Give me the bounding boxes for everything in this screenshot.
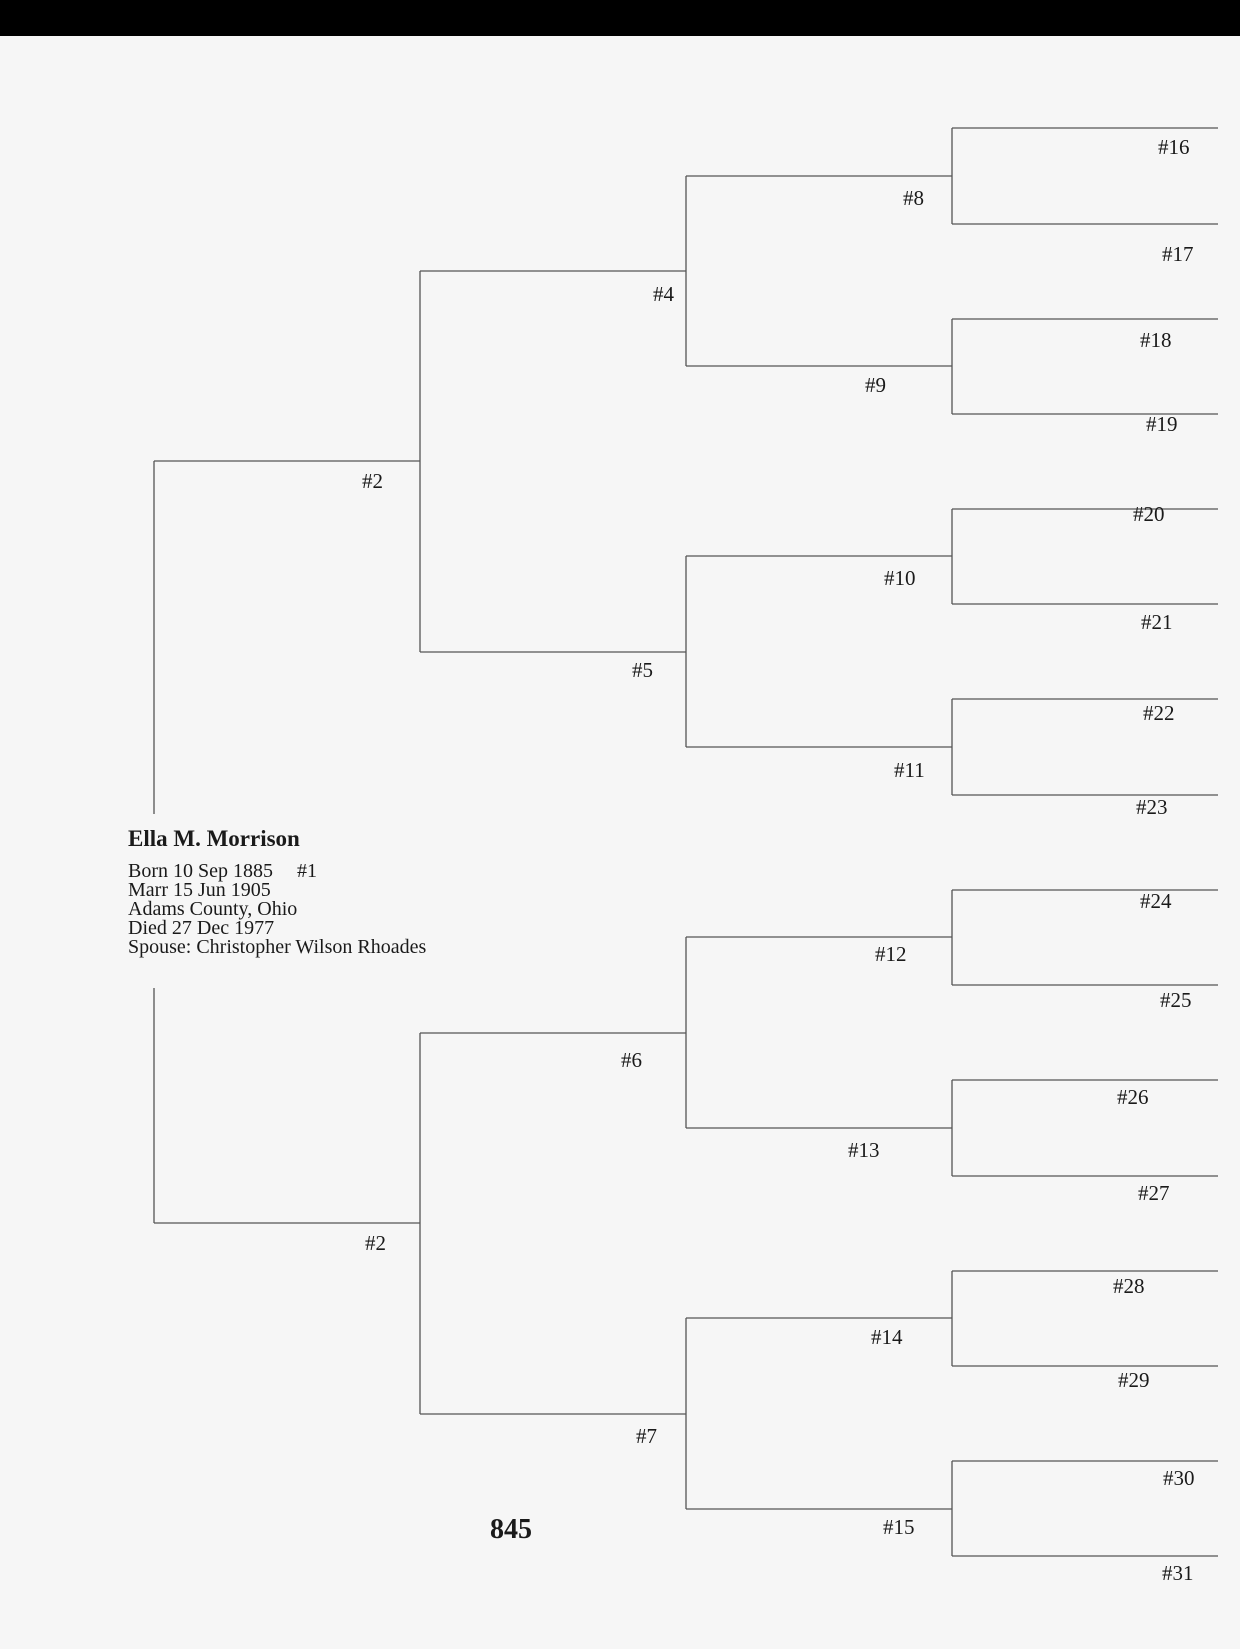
ancestor-label-12: #12	[875, 942, 907, 966]
ancestor-label-16: #16	[1158, 135, 1190, 159]
ancestor-label-2-paternal: #2	[362, 469, 383, 493]
person-marriage: Marr 15 Jun 1905	[128, 879, 271, 901]
ancestor-label-2-maternal: #2	[365, 1231, 386, 1255]
ancestor-label-5: #5	[632, 658, 653, 682]
ancestor-label-22: #22	[1143, 701, 1175, 725]
ancestor-label-24: #24	[1140, 889, 1172, 913]
ancestor-label-26: #26	[1117, 1085, 1149, 1109]
ancestor-label-14: #14	[871, 1325, 903, 1349]
ancestor-label-31: #31	[1162, 1561, 1194, 1585]
person-birth: Born 10 Sep 1885	[128, 860, 273, 882]
ancestor-label-6: #6	[621, 1048, 642, 1072]
ancestor-label-20: #20	[1133, 502, 1165, 526]
person-name: Ella M. Morrison	[128, 826, 300, 851]
ancestor-label-25: #25	[1160, 988, 1192, 1012]
ancestor-label-30: #30	[1163, 1466, 1195, 1490]
ancestor-label-21: #21	[1141, 610, 1173, 634]
ancestor-label-18: #18	[1140, 328, 1172, 352]
ancestor-label-8: #8	[903, 186, 924, 210]
ancestor-label-23: #23	[1136, 795, 1168, 819]
ancestor-label-28: #28	[1113, 1274, 1145, 1298]
ancestor-label-9: #9	[865, 373, 886, 397]
person-marriage-place: Adams County, Ohio	[128, 898, 298, 920]
ancestor-label-13: #13	[848, 1138, 880, 1162]
page-number: 845	[490, 1514, 532, 1545]
ancestor-label-29: #29	[1118, 1368, 1150, 1392]
ancestor-label-10: #10	[884, 566, 916, 590]
ancestor-label-19: #19	[1146, 412, 1178, 436]
person-number: #1	[297, 860, 317, 882]
ancestor-label-27: #27	[1138, 1181, 1170, 1205]
ancestor-label-4: #4	[653, 282, 674, 306]
root-person-block	[128, 826, 426, 957]
person-spouse: Spouse: Christopher Wilson Rhoades	[128, 936, 427, 958]
ancestor-label-7: #7	[636, 1424, 657, 1448]
person-death: Died 27 Dec 1977	[128, 917, 275, 939]
ancestor-label-15: #15	[883, 1515, 915, 1539]
ancestor-label-17: #17	[1162, 242, 1194, 266]
ancestor-label-11: #11	[894, 758, 925, 782]
